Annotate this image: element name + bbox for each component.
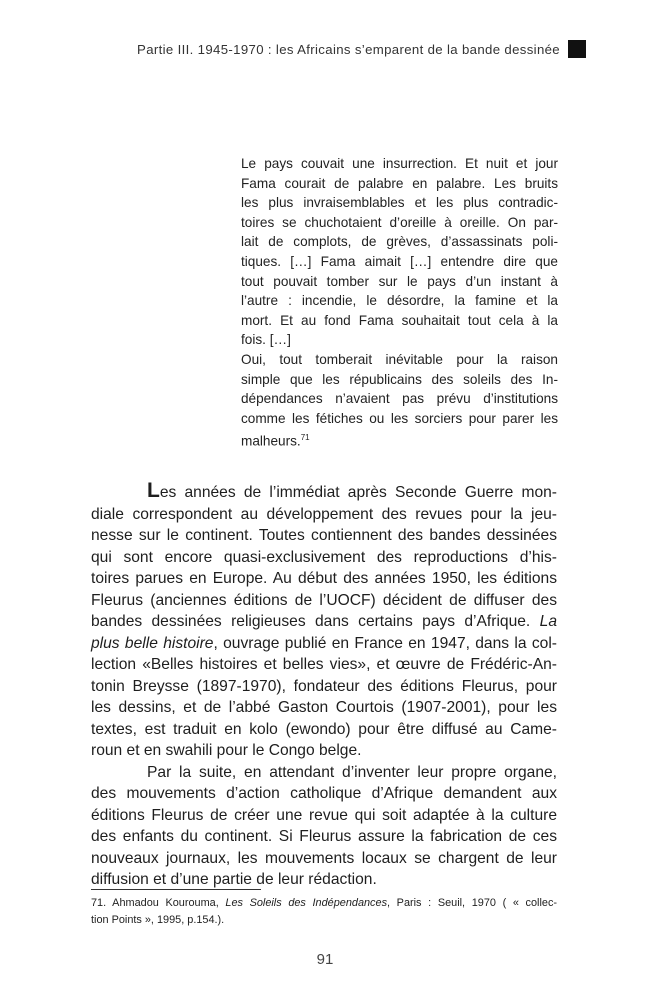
- quote-line: Oui, tout tomberait inévitable pour la raison: [241, 351, 558, 367]
- footnote-book-title: Les Soleils des Indépendances: [225, 897, 388, 909]
- footnote-divider: [91, 889, 261, 890]
- footnote: [91, 895, 557, 929]
- page-number: 91: [316, 951, 334, 968]
- paragraph-1-line: Fleurus (anciennes éditions de l’UOCF) décident de diffuser des: [91, 591, 557, 609]
- paragraph-1-line: tonin Breysse (1897-1970), fondateur des éditions Fleurus, pour: [91, 677, 557, 695]
- book-title: plus belle histoire: [91, 634, 214, 652]
- paragraph-1-line: qui sont encore quasi-exclusivement des reproductions d’his-: [91, 548, 557, 566]
- paragraph-2-line: diffusion et d’une partie de leur rédaction.: [91, 871, 377, 888]
- paragraph-1-line: plus belle histoire, ouvrage publié en France en 1947, dans la col-: [91, 634, 557, 652]
- quote-line: l’autre : incendie, le désordre, la famine et la: [241, 293, 558, 309]
- quote-line: malheurs.: [241, 433, 301, 449]
- quote-line: fois. […]: [241, 332, 291, 348]
- paragraph-1-line: diale correspondent au développement des revues pour la jeu-: [91, 505, 557, 523]
- paragraph-1-line: bandes dessinées religieuses dans certains pays d’Afrique. La: [91, 613, 557, 630]
- running-header: [60, 40, 586, 58]
- quote-line: les plus invraisemblables et les plus contradic-: [241, 195, 558, 211]
- quote-line: Le pays couvait une insurrection. Et nuit et jour: [241, 156, 558, 171]
- quote-line: Fama courait de palabre en palabre. Les bruits: [241, 175, 558, 191]
- paragraph-1-line: Les années de l’immédiat après Seconde Guerre mon-: [147, 479, 557, 502]
- quote-line: dépendances n’avaient pas prévu d’institutions: [241, 391, 558, 407]
- header-marker: [568, 40, 586, 58]
- paragraph-2-line: nouveaux journaux, les mouvements locaux se chargent de leur: [91, 849, 557, 867]
- running-title: Partie III. 1945-1970 : les Africains s’emparent de la bande dessinée: [137, 41, 560, 57]
- drop-cap: L: [147, 479, 160, 502]
- paragraph-2-line: éditions Fleurus de créer une revue qui soit adaptée à la culture: [91, 806, 557, 824]
- paragraph-1-line: toires parues en Europe. Au début des années 1950, les éditions: [91, 570, 557, 587]
- quote-line: comme les fétiches ou les sorciers pour parer les: [241, 410, 558, 426]
- paragraph-2-line: des mouvements d’action catholique d’Afrique demandent aux: [91, 785, 557, 802]
- paragraph-1-line: textes, est traduit en kolo (ewondo) pour être diffusé au Came-: [91, 720, 557, 738]
- quote-line: mort. Et au fond Fama souhaitait tout cela à la: [241, 312, 558, 328]
- paragraph-1-line: nesse sur le continent. Toutes contiennent des bandes dessinées: [91, 527, 557, 544]
- quote-line: tiques. […] Fama aimait […] entendre dire que: [241, 253, 558, 269]
- footnote-ref: 71: [300, 433, 310, 443]
- footnote-line: tion Points », 1995, p.154.).: [91, 914, 225, 926]
- paragraph-1-line: roun et en swahili pour le Congo belge.: [91, 742, 362, 759]
- paragraph-1-line: lection «Belles histoires et belles vies», et œuvre de Frédéric-An-: [91, 656, 557, 673]
- quote-last-line: [241, 428, 558, 451]
- quote-line: simple que les républicains des soleils des In-: [241, 371, 558, 387]
- quote-line: toires se chuchotaient d’oreille à oreille. On par-: [241, 214, 558, 230]
- paragraph-1-line: les dessins, et de l’abbé Gaston Courtois (1907-2001), pour les: [91, 699, 557, 716]
- paragraph-2-line: des enfants du continent. Si Fleurus assure la fabrication de ces: [91, 828, 557, 845]
- paragraph-2-line: Par la suite, en attendant d’inventer leur propre organe,: [147, 763, 557, 781]
- quote-line: lait de complots, de grèves, d’assassinats poli-: [241, 234, 558, 250]
- body-text: [91, 480, 557, 891]
- footnote-line: 71. Ahmadou Kourouma, Les Soleils des Indépendances, Paris : Seuil, 1970 ( « collec-: [91, 897, 558, 909]
- book-title: La: [539, 613, 557, 630]
- block-quote: [241, 154, 558, 451]
- quote-line: tout pouvait tomber sur le pays d’un instant à: [241, 273, 558, 289]
